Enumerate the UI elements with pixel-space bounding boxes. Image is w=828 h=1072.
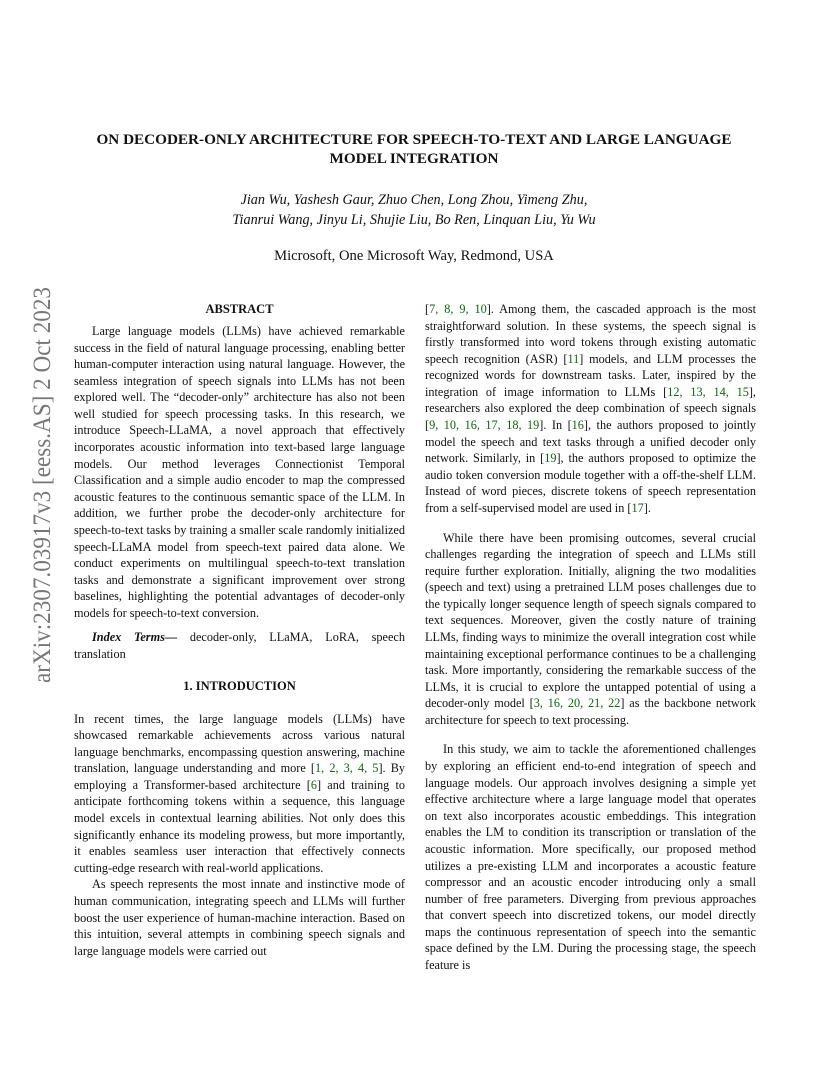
citation-link[interactable]: 6 (310, 777, 317, 792)
r1-text-d: ]. In [ (539, 418, 572, 433)
intro-paragraph-2: As speech represents the most innate and instinctive mode of human communication, integrating speech and LLMs will further boost the user experience of human-machine interaction. Based on this intuition, several attempts in combining speech signals and large language models were carried out (74, 877, 405, 958)
paper-title (60, 130, 768, 168)
intro-paragraph-2-cont: [7, 8, 9, 10]. Among them, the cascaded approach is the most straightforward solution. In these systems, the speech signal is firstly transformed into word tokens through existing automatic speech recognition (ASR) [11] models, and LLM processes the recognized words for downstream tasks. Later, inspired by the integration of image information to LLMs [12, 13, 14, 15], researchers also explored the deep combination of speech signals [9, 10, 16, 17, 18, 19]. In [16], the authors proposed to jointly model the speech and text tasks through a unified decoder only network. Similarly, in [19], the authors proposed to optimize the audio token conversion module together with a off-the-shelf LLM. Instead of word pieces, discrete tokens of speech representation from a self-supervised model are used in [17]. (425, 302, 757, 515)
r1-text-f: ], the authors proposed to optimize the audio token conversion module together with a off-the-shelf LLM. Instead of word pieces, discrete tokens of speech representation from a self-supervised model are used in [ (425, 451, 756, 515)
title-line-1: ON DECODER-ONLY ARCHITECTURE FOR SPEECH-TO-TEXT AND LARGE LANGUAGE (96, 131, 732, 148)
intro-paragraph-1 (74, 711, 405, 877)
left-column (74, 301, 405, 959)
right-column (425, 301, 756, 974)
r1-text-e: ], the authors proposed to jointly model the speech and text tasks through a unified decoder only network. Similarly, in [ (425, 418, 756, 466)
citation-link[interactable]: 12, 13, 14, 15 (667, 384, 749, 399)
citation-link[interactable]: 7, 8, 9, 10 (429, 302, 487, 316)
intro-paragraph-3 (425, 530, 756, 729)
intro-p1-text-c: ] and training to anticipate forthcoming tokens within a sequence, this language model excels in contextual learning abilities. Not only does this significantly enhance its modeling prowess, but more importantly, it enables seamless user interaction that effectively connects cutting-edge research with real-world applications. (74, 777, 405, 875)
intro-heading: 1. INTRODUCTION (183, 678, 296, 693)
arxiv-watermark-text: arXiv:2307.03917v3 [eess.AS] 2 Oct 2023 (27, 285, 56, 683)
abstract-heading: ABSTRACT (205, 302, 274, 316)
index-terms (74, 629, 405, 662)
citation-link[interactable]: 16 (571, 418, 584, 433)
r2-text-a: While there have been promising outcomes, several crucial challenges regarding the integration of speech and LLMs still require further exploration. Initially, aligning the two modalities (speech and text) using a pretrained LLM poses challenges due to the typically longer sequence length of speech signals compared to text sequences. Moreover, given the costly nature of training LLMs, finding ways to minimize the overall integration cost while maintaining exceptional performance continues to be a challenging task. More importantly, considering the remarkable success of the LLMs, it is crucial to explore the untapped potential of using a decoder-only model [ (425, 530, 756, 711)
r1-text-b: ] models, and LLM processes the recognized words for downstream tasks. Later, inspired by the integration of image information to LLMs [ (425, 351, 757, 399)
citation-link[interactable]: 1, 2, 3, 4, 5 (315, 761, 379, 776)
abstract-body: Large language models (LLMs) have achieved remarkable success in the field of natural language processing, enabling better human-computer interaction using natural language. However, the seamless integration of speech signals into LLMs has not been explored well. The “decoder-only” architecture has also not been well studied for speech processing tasks. In this research, we introduce Speech-LLaMA, a novel approach that effectively incorporates acoustic information into text-based large language models. Our method leverages Connectionist Temporal Classification and a simple audio encoder to map the compressed acoustic features to the continuous semantic space of the LLM. In addition, we further probe the decoder-only architecture for speech-to-text tasks by training a smaller scale randomly initialized speech-LLaMA model from speech-text paired data alone. We conduct experiments on multilingual speech-to-text translation tasks and demonstrate a significant improvement over strong baselines, highlighting the potential advantages of decoder-only models for speech-to-text conversion. (74, 324, 405, 620)
r2-text-b: ] as the backbone network architecture for speech to text processing. (425, 696, 757, 727)
citation-link[interactable]: 11 (567, 351, 580, 366)
index-terms-label: Index Terms— (92, 630, 178, 645)
authors-line-1: Jian Wu, Yashesh Gaur, Zhuo Chen, Long Zhou, Yimeng Zhu, (240, 192, 588, 208)
author-list (60, 190, 768, 230)
citation-link[interactable]: 19 (544, 451, 557, 466)
index-terms-text: decoder-only, LLaMA, LoRA, speech translation (74, 630, 405, 661)
r1-text-g: ]. (643, 500, 651, 515)
citation-link[interactable]: 3, 16, 20, 21, 22 (533, 696, 621, 711)
citation-link[interactable]: 17 (631, 500, 644, 515)
intro-p1-text-b: ]. By employing a Transformer-based architecture [ (74, 761, 406, 792)
arxiv-watermark (14, 285, 60, 685)
title-line-2: MODEL INTEGRATION (329, 150, 499, 167)
intro-paragraph-4: In this study, we aim to tackle the aforementioned challenges by exploring an efficient end-to-end integration of speech and language models. Our approach involves designing a simple yet effective architecture where a large language model that operates on text also incorporates acoustic embeddings. This integration enables the LM to condition its transcription or translation of the acoustic information. More specifically, our proposed method utilizes a pre-existing LLM and incorporates a acoustic feature compressor and an acoustic encoder introducing only a small number of free parameters. Diverging from previous approaches that convert speech into discretized tokens, our model directly maps the continuous representation of speech into the semantic space defined by the LM. During the processing stage, the speech feature is (425, 742, 756, 972)
r1-text-a: ]. Among them, the cascaded approach is the most straightforward solution. In these systems, the speech signal is firstly transformed into word tokens through existing automatic speech recognition (ASR) [ (425, 302, 756, 366)
affiliation: Microsoft, One Microsoft Way, Redmond, USA (274, 248, 554, 264)
intro-p1-text-a: In recent times, the large language models (LLMs) have showcased remarkable achievements across various natural language benchmarks, encompassing question answering, machine translation, language understanding and more [ (74, 711, 405, 776)
r1-text-c: ], researchers also explored the deep combination of speech signals [ (425, 384, 756, 433)
authors-line-2: Tianrui Wang, Jinyu Li, Shujie Liu, Bo Ren, Linquan Liu, Yu Wu (232, 212, 596, 228)
citation-link[interactable]: 9, 10, 16, 17, 18, 19 (429, 418, 540, 433)
